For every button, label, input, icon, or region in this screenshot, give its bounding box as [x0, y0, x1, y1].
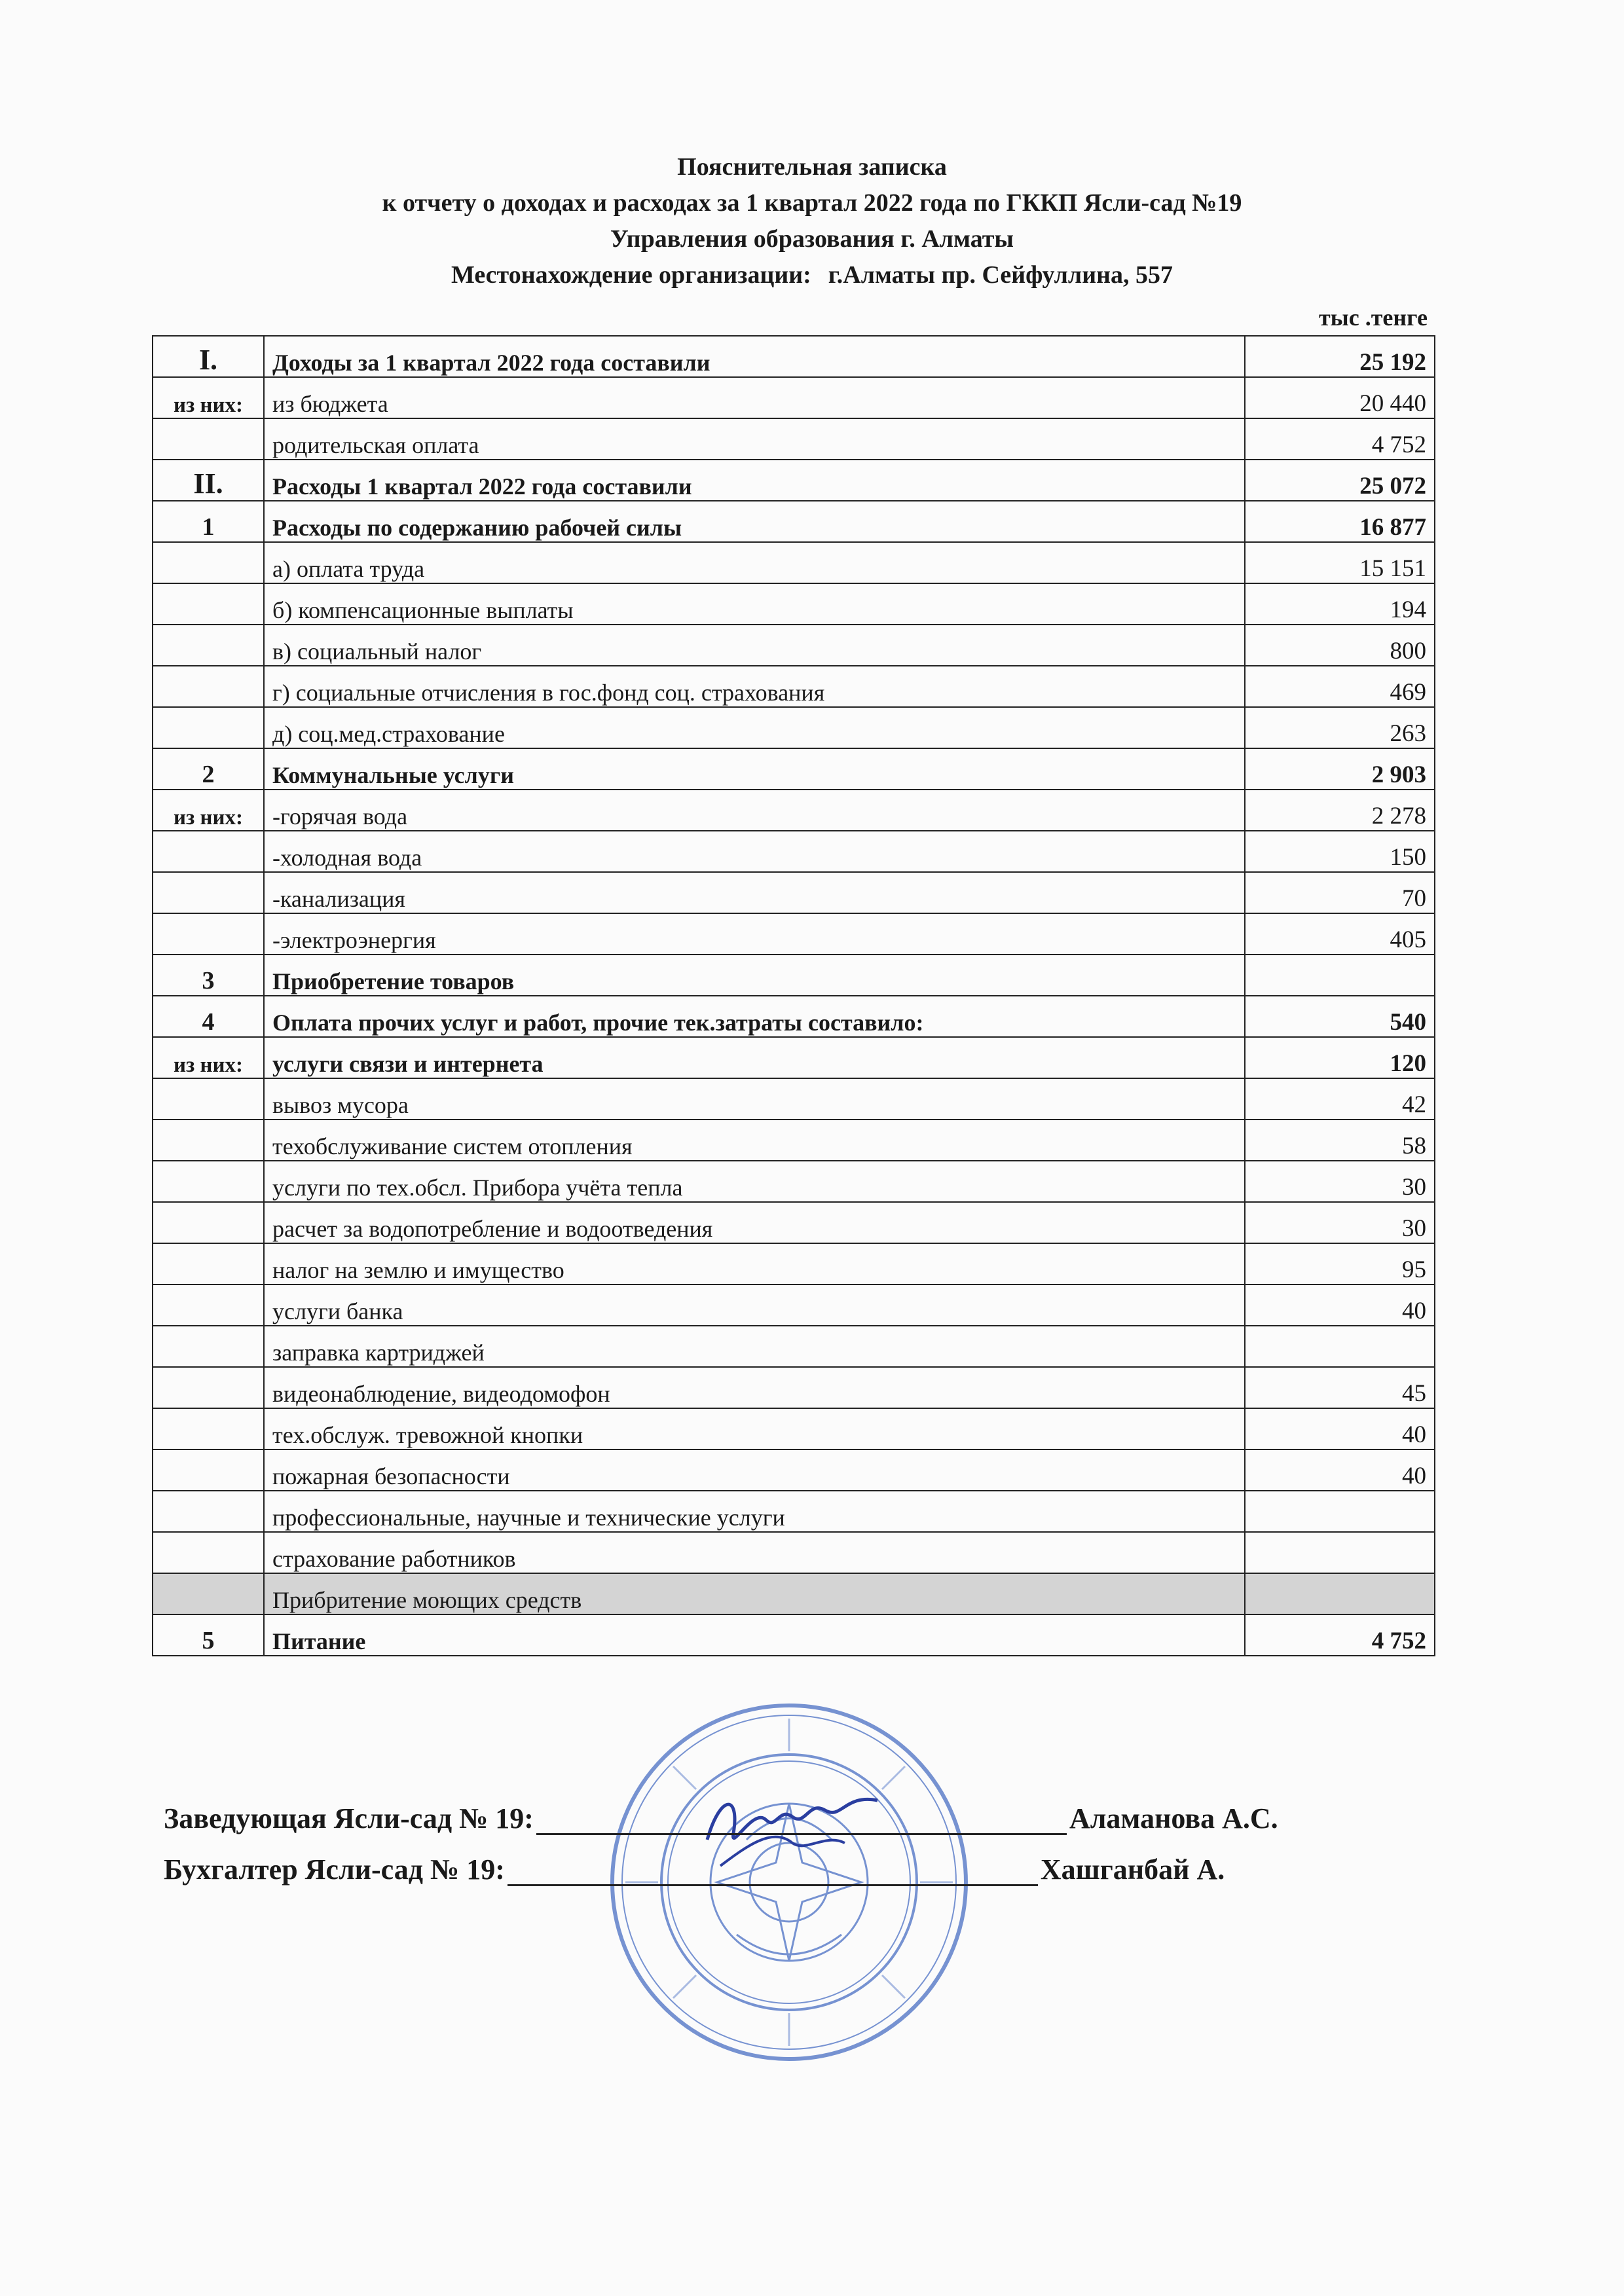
row-number [153, 1408, 264, 1449]
row-label: пожарная безопасности [264, 1449, 1245, 1491]
row-number [153, 1449, 264, 1491]
table-row [153, 501, 1435, 542]
row-value [1245, 1491, 1435, 1532]
table-row [153, 1037, 1435, 1078]
table-row [153, 996, 1435, 1037]
row-label: расчет за водопотребление и водоотведения [264, 1202, 1245, 1243]
row-label: Приобретение товаров [264, 955, 1245, 996]
table-row [153, 1161, 1435, 1202]
row-value: 30 [1245, 1161, 1435, 1202]
row-label: техобслуживание систем отопления [264, 1120, 1245, 1161]
row-label: а) оплата труда [264, 542, 1245, 583]
row-number [153, 831, 264, 872]
row-value: 2 903 [1245, 748, 1435, 790]
row-number [153, 583, 264, 625]
row-value: 120 [1245, 1037, 1435, 1078]
table-row [153, 748, 1435, 790]
row-label: -холодная вода [264, 831, 1245, 872]
row-number [153, 1078, 264, 1120]
row-value: 40 [1245, 1285, 1435, 1326]
table-row [153, 542, 1435, 583]
table-row [153, 460, 1435, 501]
row-label: видеонаблюдение, видеодомофон [264, 1367, 1245, 1408]
row-label: налог на землю и имущество [264, 1243, 1245, 1285]
row-number [153, 1161, 264, 1202]
table-row [153, 1449, 1435, 1491]
head-signature-underline [536, 1804, 1067, 1835]
table-row [153, 955, 1435, 996]
row-number: I. [153, 336, 264, 377]
row-value: 16 877 [1245, 501, 1435, 542]
accountant-name: Хашганбай А. [1040, 1853, 1225, 1886]
row-value: 95 [1245, 1243, 1435, 1285]
row-number: 1 [153, 501, 264, 542]
row-value [1245, 1532, 1435, 1573]
row-value: 800 [1245, 625, 1435, 666]
row-value: 4 752 [1245, 418, 1435, 460]
row-value: 4 752 [1245, 1614, 1435, 1656]
row-value: 25 192 [1245, 336, 1435, 377]
row-value: 40 [1245, 1408, 1435, 1449]
department-line: Управления образования г. Алматы [610, 225, 1014, 253]
row-value: 70 [1245, 872, 1435, 913]
row-number [153, 1202, 264, 1243]
row-value: 540 [1245, 996, 1435, 1037]
row-value: 469 [1245, 666, 1435, 707]
accountant-signature-line [164, 1853, 1225, 1886]
row-number [153, 872, 264, 913]
row-number [153, 625, 264, 666]
row-label: профессиональные, научные и технические услуги [264, 1491, 1245, 1532]
table-row [153, 1120, 1435, 1161]
row-number [153, 418, 264, 460]
row-label: -электроэнергия [264, 913, 1245, 955]
table-row [153, 913, 1435, 955]
table-row [153, 1078, 1435, 1120]
row-label: Питание [264, 1614, 1245, 1656]
table-row [153, 1202, 1435, 1243]
table-row [153, 1367, 1435, 1408]
row-label: вывоз мусора [264, 1078, 1245, 1120]
row-number: 2 [153, 748, 264, 790]
table-row [153, 625, 1435, 666]
row-number: из них: [153, 377, 264, 418]
table-row [153, 872, 1435, 913]
head-title: Заведующая Ясли-сад № 19: [164, 1802, 534, 1834]
row-value: 40 [1245, 1449, 1435, 1491]
table-row [153, 1491, 1435, 1532]
row-number [153, 913, 264, 955]
row-label: заправка картриджей [264, 1326, 1245, 1367]
table-row [153, 790, 1435, 831]
row-label: -канализация [264, 872, 1245, 913]
row-number: из них: [153, 1037, 264, 1078]
row-label: услуги связи и интернета [264, 1037, 1245, 1078]
row-value: 194 [1245, 583, 1435, 625]
row-number: из них: [153, 790, 264, 831]
row-label: Расходы 1 квартал 2022 года составили [264, 460, 1245, 501]
row-label: тех.обслуж. тревожной кнопки [264, 1408, 1245, 1449]
row-number: 3 [153, 955, 264, 996]
row-label: б) компенсационные выплаты [264, 583, 1245, 625]
row-number [153, 542, 264, 583]
head-name: Аламанова А.С. [1069, 1802, 1278, 1834]
row-label: Коммунальные услуги [264, 748, 1245, 790]
row-value: 263 [1245, 707, 1435, 748]
row-label: Прибритение моющих средств [264, 1573, 1245, 1614]
table-row [153, 707, 1435, 748]
row-number [153, 1491, 264, 1532]
row-label: в) социальный налог [264, 625, 1245, 666]
table-row [153, 1285, 1435, 1326]
row-label: услуги банка [264, 1285, 1245, 1326]
table-row [153, 1408, 1435, 1449]
row-label: -горячая вода [264, 790, 1245, 831]
head-signature-line [164, 1802, 1278, 1835]
row-label: услуги по тех.обсл. Прибора учёта тепла [264, 1161, 1245, 1202]
row-number: II. [153, 460, 264, 501]
row-value: 25 072 [1245, 460, 1435, 501]
row-number [153, 1532, 264, 1573]
document-header [0, 149, 1624, 293]
table-row [153, 1614, 1435, 1656]
report-table [152, 335, 1435, 1656]
table-row [153, 1243, 1435, 1285]
row-value: 58 [1245, 1120, 1435, 1161]
row-number [153, 1573, 264, 1614]
row-number [153, 707, 264, 748]
row-value: 45 [1245, 1367, 1435, 1408]
table-row [153, 583, 1435, 625]
row-label: Расходы по содержанию рабочей силы [264, 501, 1245, 542]
row-value: 30 [1245, 1202, 1435, 1243]
row-value: 15 151 [1245, 542, 1435, 583]
row-value: 20 440 [1245, 377, 1435, 418]
row-number [153, 1243, 264, 1285]
row-value: 42 [1245, 1078, 1435, 1120]
table-row [153, 336, 1435, 377]
table-row [153, 418, 1435, 460]
row-value: 150 [1245, 831, 1435, 872]
location-value: г.Алматы пр. Сейфуллина, 557 [828, 261, 1173, 289]
row-value [1245, 1573, 1435, 1614]
document-title: Пояснительная записка [677, 153, 947, 181]
row-label: родительская оплата [264, 418, 1245, 460]
row-label: г) социальные отчисления в гос.фонд соц. страхования [264, 666, 1245, 707]
row-label: д) соц.мед.страхование [264, 707, 1245, 748]
row-label: из бюджета [264, 377, 1245, 418]
table-row [153, 831, 1435, 872]
table-row [153, 377, 1435, 418]
document-subtitle: к отчету о доходах и расходах за 1 квартал 2022 года по ГККП Ясли-сад №19 [382, 189, 1242, 217]
accountant-signature-underline [507, 1855, 1038, 1886]
row-number [153, 1326, 264, 1367]
row-number [153, 1285, 264, 1326]
row-value: 405 [1245, 913, 1435, 955]
row-label: Доходы за 1 квартал 2022 года составили [264, 336, 1245, 377]
row-value [1245, 1326, 1435, 1367]
unit-label: тыс .тенге [1318, 304, 1428, 331]
row-label: Оплата прочих услуг и работ, прочие тек.затраты составило: [264, 996, 1245, 1037]
location-label: Местонахождение организации: [451, 261, 811, 289]
location-line [0, 257, 1624, 293]
table-row [153, 666, 1435, 707]
row-number [153, 1120, 264, 1161]
row-number [153, 1367, 264, 1408]
row-number: 4 [153, 996, 264, 1037]
table-row [153, 1573, 1435, 1614]
row-value: 2 278 [1245, 790, 1435, 831]
row-value [1245, 955, 1435, 996]
row-label: страхование работников [264, 1532, 1245, 1573]
table-row [153, 1532, 1435, 1573]
row-number: 5 [153, 1614, 264, 1656]
accountant-title: Бухгалтер Ясли-сад № 19: [164, 1853, 505, 1886]
table-row [153, 1326, 1435, 1367]
row-number [153, 666, 264, 707]
